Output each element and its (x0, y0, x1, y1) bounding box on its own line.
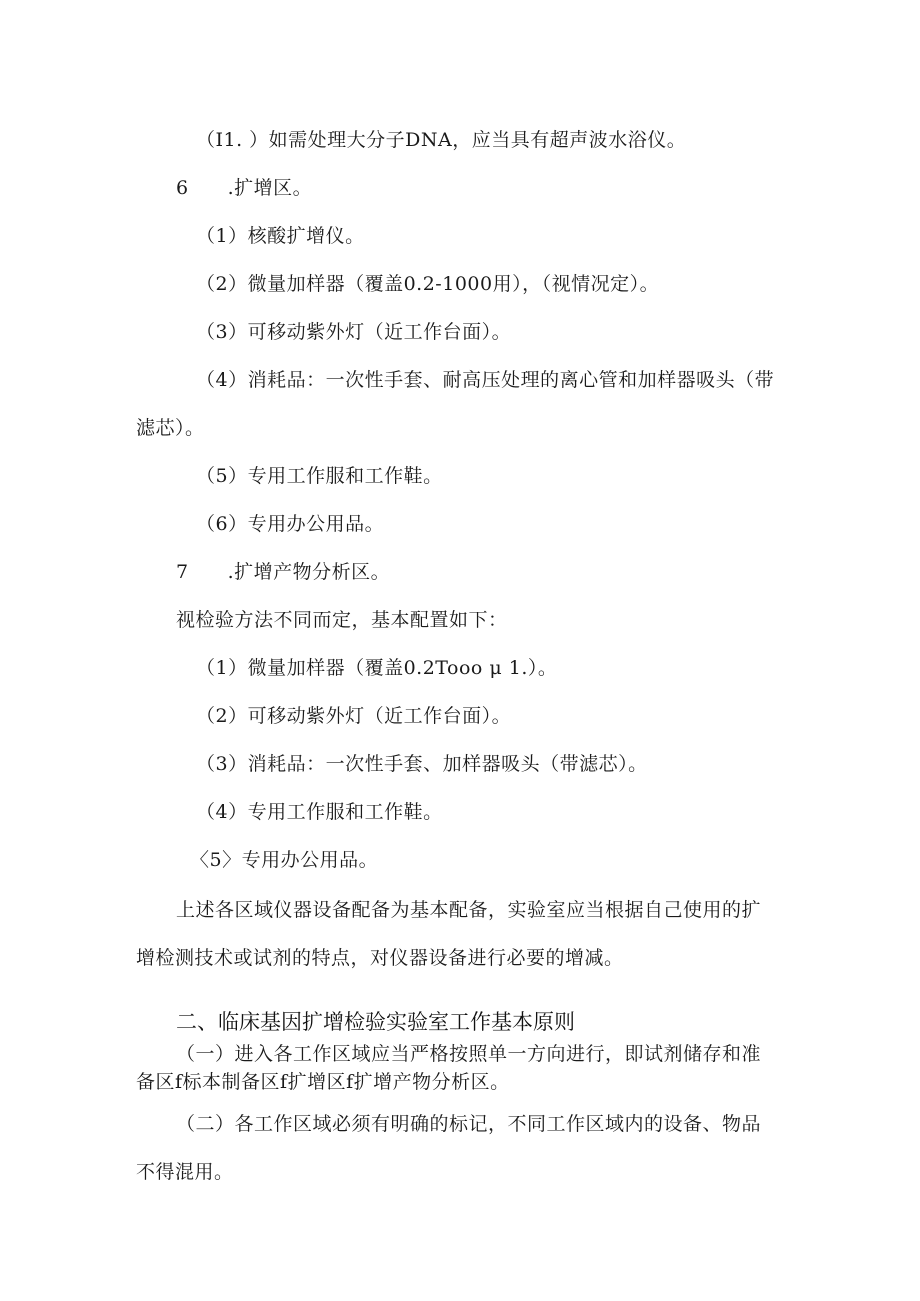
paragraph-line: （一）进入各工作区域应当严格按照单一方向进行，即试剂储存和准 (176, 1043, 762, 1065)
paragraph-line: 不得混用。 (136, 1161, 234, 1183)
section-item-6: 6 .扩增区。 (176, 177, 313, 199)
list-item-continuation: 滤芯）。 (136, 417, 205, 439)
list-item: （2）可移动紫外灯（近工作台面）。 (196, 705, 512, 727)
list-item: （1）微量加样器（覆盖0.2Tooo μ 1.）。 (196, 657, 558, 679)
paragraph-line: 视检验方法不同而定，基本配置如下： (176, 609, 508, 631)
section-heading: 二、临床基因扩增检验实验室工作基本原则 (176, 1010, 575, 1034)
list-item: （3）消耗品：一次性手套、加样器吸头（带滤芯）。 (196, 753, 648, 775)
paragraph-line: （I1. ）如需处理大分子DNA，应当具有超声波水浴仪。 (196, 129, 687, 151)
section-item-7: 7 .扩增产物分析区。 (176, 561, 391, 583)
paragraph-line: （二）各工作区域必须有明确的标记，不同工作区域内的设备、物品 (176, 1113, 762, 1135)
list-item: （6）专用办公用品。 (196, 513, 385, 535)
paragraph-line: 增检测技术或试剂的特点，对仪器设备进行必要的增减。 (136, 947, 624, 969)
list-item: （3）可移动紫外灯（近工作台面）。 (196, 321, 512, 343)
list-item: （4）专用工作服和工作鞋。 (196, 801, 443, 823)
list-item: 〈5〉专用办公用品。 (190, 849, 379, 871)
list-item: （1）核酸扩增仪。 (196, 225, 365, 247)
list-item: （5）专用工作服和工作鞋。 (196, 465, 443, 487)
list-item: （4）消耗品：一次性手套、耐高压处理的离心管和加样器吸头（带 (196, 369, 775, 391)
list-item: （2）微量加样器（覆盖0.2-1000用），（视情况定）。 (196, 273, 660, 295)
paragraph-line: 上述各区域仪器设备配备为基本配备，实验室应当根据自己使用的扩 (176, 899, 762, 921)
paragraph-line: 备区f标本制备区f扩增区f扩增产物分析区。 (136, 1071, 510, 1093)
